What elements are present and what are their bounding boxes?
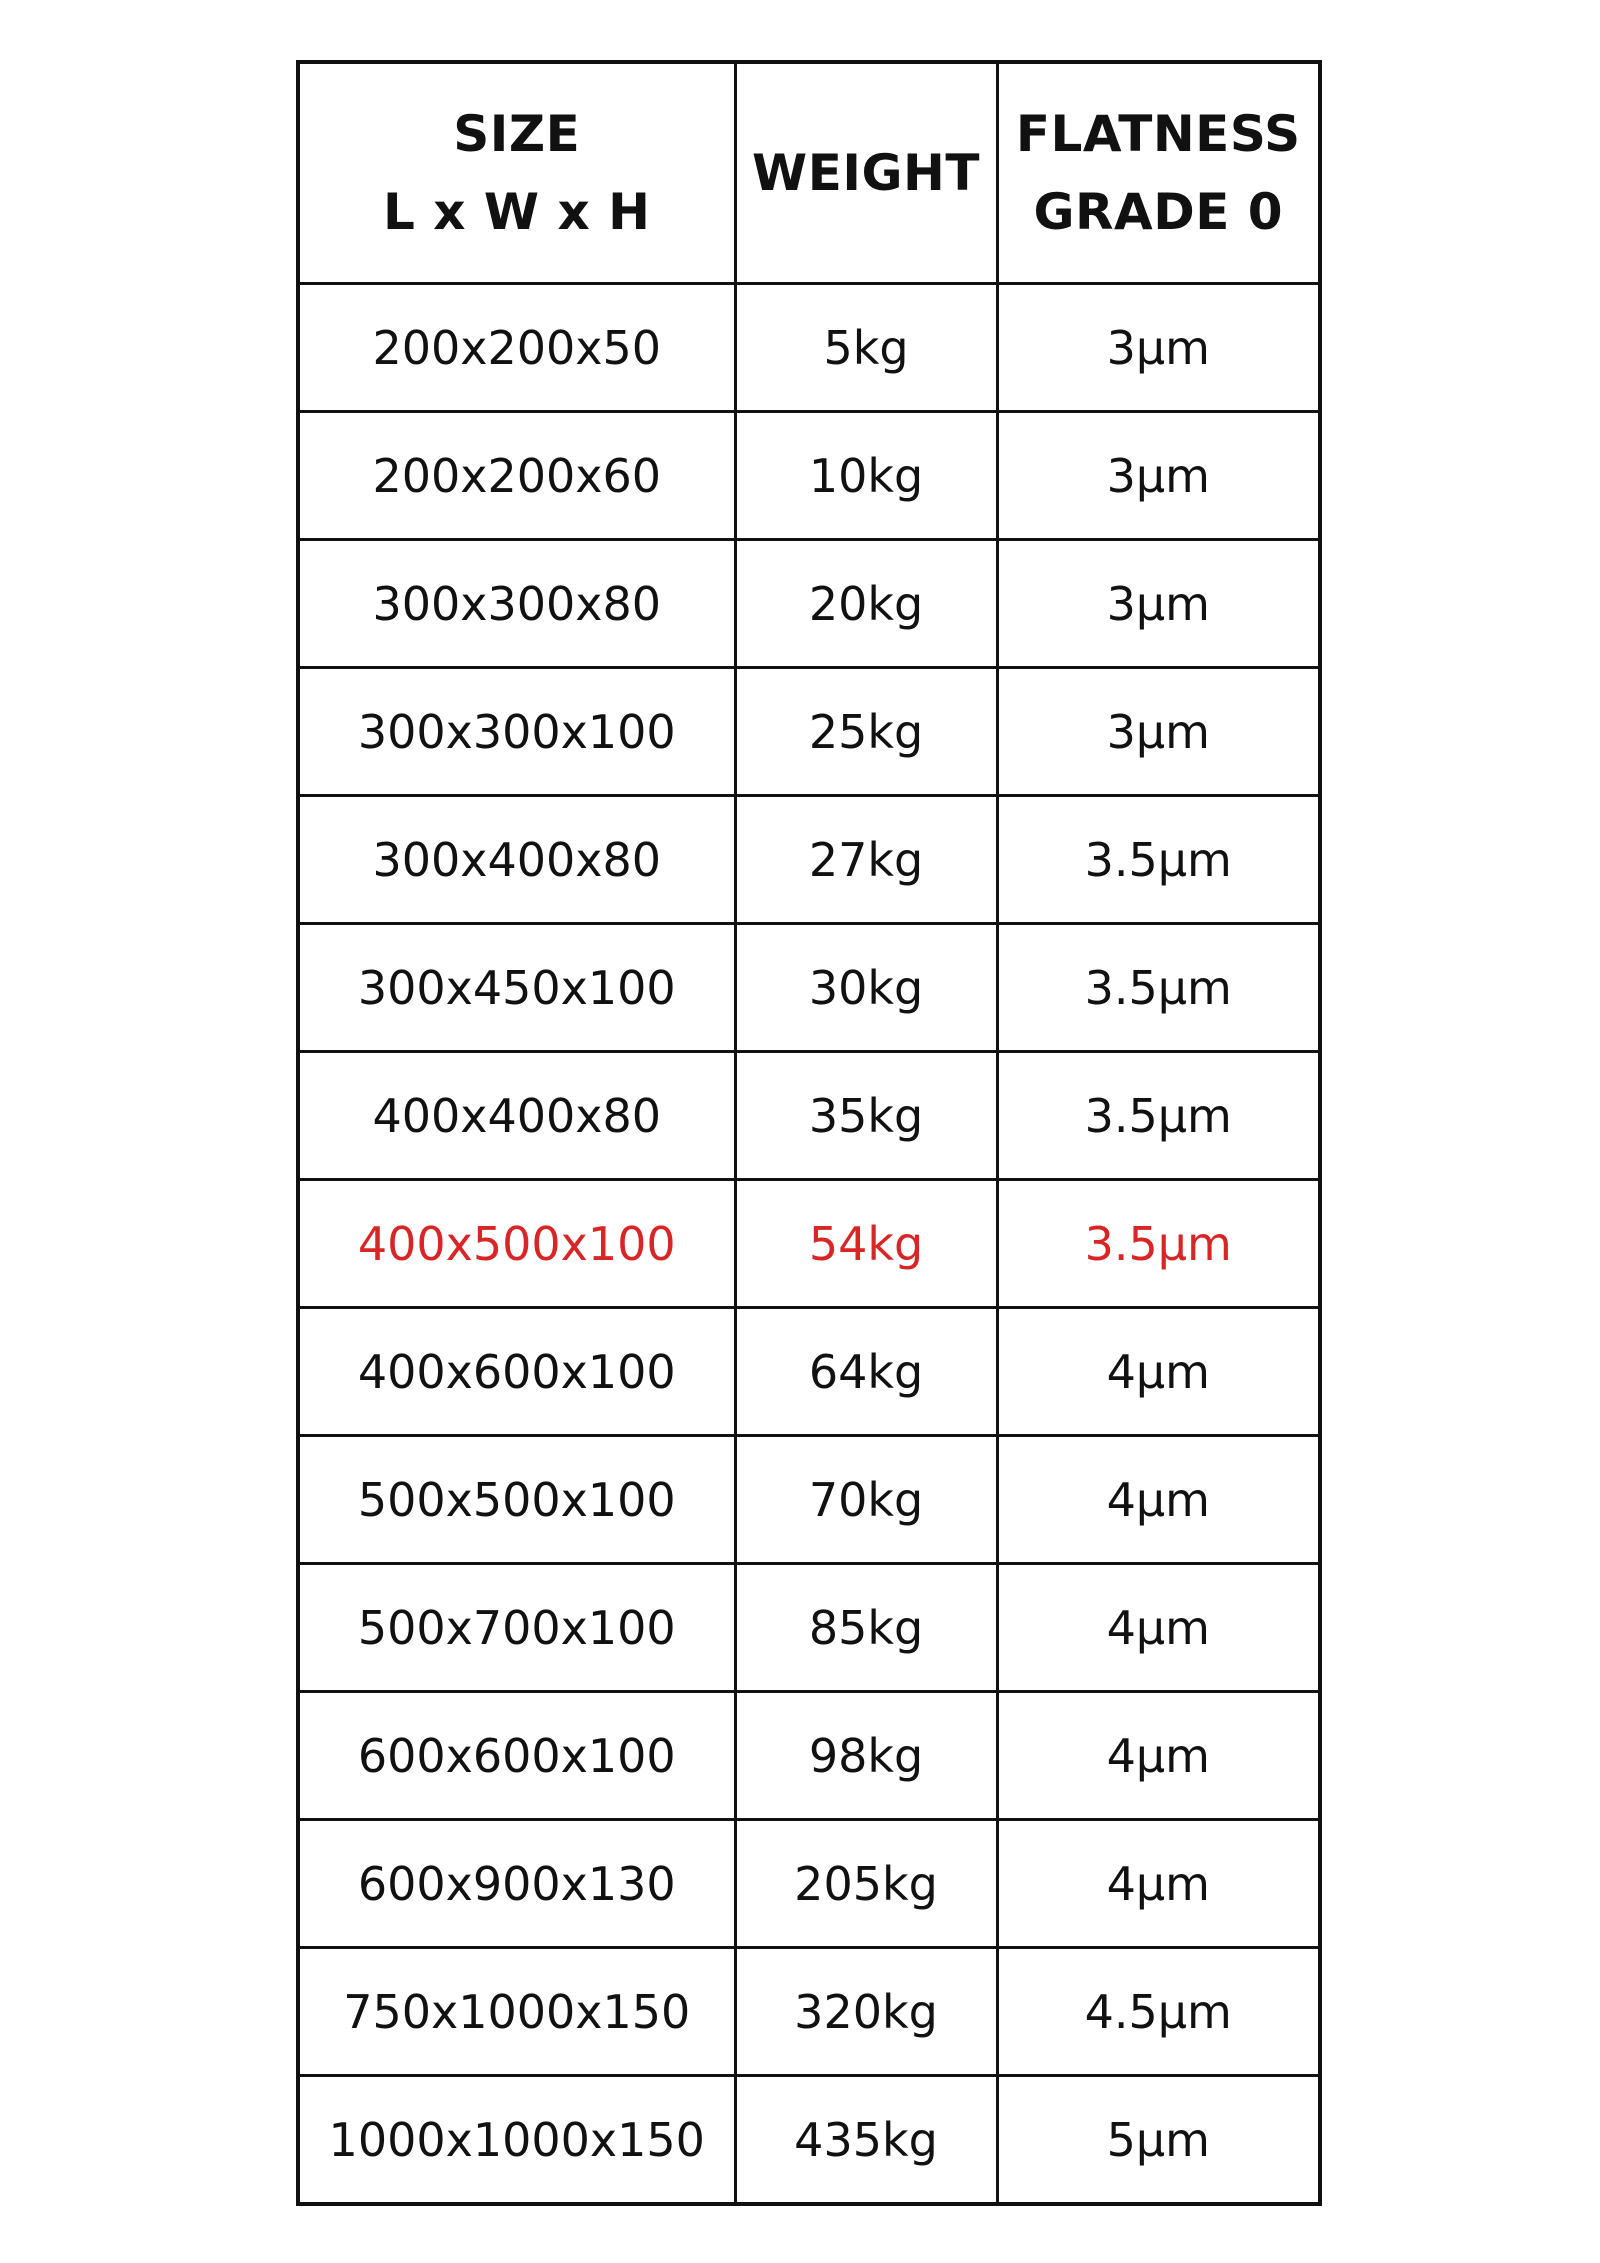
size-cell: 200x200x60 — [298, 412, 735, 540]
size-cell: 400x500x100 — [298, 1180, 735, 1308]
weight-cell: 25kg — [735, 668, 997, 796]
size-dimensions-label: L x W x H — [383, 183, 651, 241]
size-column-header — [298, 62, 735, 284]
weight-cell: 30kg — [735, 924, 997, 1052]
flatness-cell: 4.5µm — [997, 1948, 1320, 2076]
size-cell: 400x400x80 — [298, 1052, 735, 1180]
size-cell: 300x300x100 — [298, 668, 735, 796]
weight-cell: 10kg — [735, 412, 997, 540]
weight-cell: 70kg — [735, 1436, 997, 1564]
size-cell: 300x450x100 — [298, 924, 735, 1052]
flatness-cell: 4µm — [997, 1692, 1320, 1820]
weight-cell: 98kg — [735, 1692, 997, 1820]
size-cell: 300x400x80 — [298, 796, 735, 924]
flatness-cell: 3.5µm — [997, 924, 1320, 1052]
weight-header-label: WEIGHT — [752, 144, 980, 202]
weight-cell: 205kg — [735, 1820, 997, 1948]
flatness-cell: 4µm — [997, 1820, 1320, 1948]
size-header-label: SIZE — [453, 105, 581, 163]
table-row-highlighted — [298, 1180, 1320, 1308]
table-row — [298, 2076, 1320, 2205]
flatness-header-label: FLATNESS — [1015, 105, 1301, 163]
table-row — [298, 796, 1320, 924]
table-row — [298, 1308, 1320, 1436]
flatness-cell: 3µm — [997, 540, 1320, 668]
flatness-cell: 5µm — [997, 2076, 1320, 2205]
table-row — [298, 924, 1320, 1052]
table-row — [298, 1948, 1320, 2076]
size-cell: 600x900x130 — [298, 1820, 735, 1948]
flatness-cell: 3.5µm — [997, 1052, 1320, 1180]
size-cell: 200x200x50 — [298, 284, 735, 412]
weight-cell: 54kg — [735, 1180, 997, 1308]
weight-cell: 64kg — [735, 1308, 997, 1436]
table-row — [298, 412, 1320, 540]
table-row — [298, 540, 1320, 668]
flatness-cell: 4µm — [997, 1564, 1320, 1692]
table-row — [298, 1564, 1320, 1692]
table-header — [298, 62, 1320, 284]
weight-cell: 20kg — [735, 540, 997, 668]
table-row — [298, 284, 1320, 412]
flatness-cell: 4µm — [997, 1436, 1320, 1564]
weight-cell: 35kg — [735, 1052, 997, 1180]
size-cell: 500x500x100 — [298, 1436, 735, 1564]
table-row — [298, 1820, 1320, 1948]
table-row — [298, 1436, 1320, 1564]
weight-column-header — [735, 62, 997, 284]
flatness-cell: 4µm — [997, 1308, 1320, 1436]
weight-cell: 5kg — [735, 284, 997, 412]
specification-table — [296, 60, 1322, 2206]
table-body — [298, 284, 1320, 2205]
size-cell: 300x300x80 — [298, 540, 735, 668]
header-row — [298, 62, 1320, 284]
weight-cell: 320kg — [735, 1948, 997, 2076]
table-row — [298, 668, 1320, 796]
grade-header-label: GRADE 0 — [1033, 183, 1284, 241]
flatness-cell: 3µm — [997, 668, 1320, 796]
size-cell: 600x600x100 — [298, 1692, 735, 1820]
table-row — [298, 1052, 1320, 1180]
weight-cell: 435kg — [735, 2076, 997, 2205]
flatness-cell: 3.5µm — [997, 796, 1320, 924]
table-row — [298, 1692, 1320, 1820]
size-cell: 500x700x100 — [298, 1564, 735, 1692]
size-cell: 400x600x100 — [298, 1308, 735, 1436]
flatness-column-header — [997, 62, 1320, 284]
flatness-cell: 3µm — [997, 284, 1320, 412]
size-cell: 750x1000x150 — [298, 1948, 735, 2076]
size-cell: 1000x1000x150 — [298, 2076, 735, 2205]
flatness-cell: 3.5µm — [997, 1180, 1320, 1308]
weight-cell: 27kg — [735, 796, 997, 924]
flatness-cell: 3µm — [997, 412, 1320, 540]
weight-cell: 85kg — [735, 1564, 997, 1692]
